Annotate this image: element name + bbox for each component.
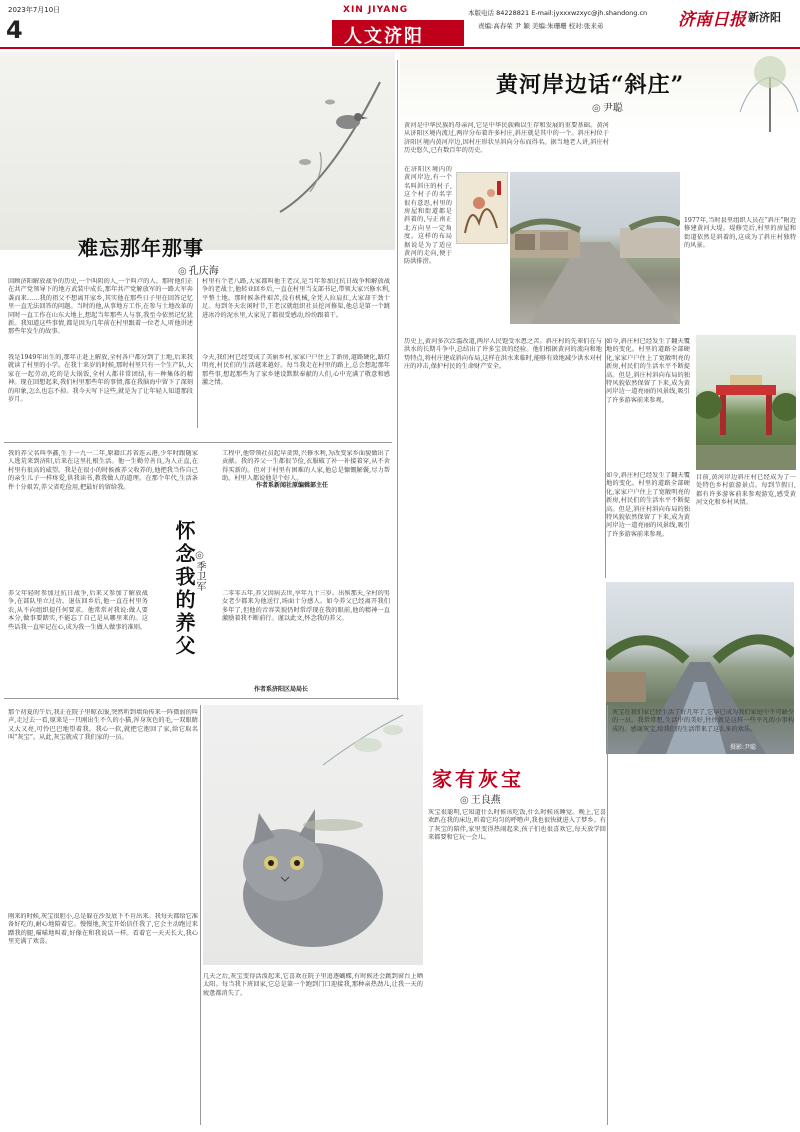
section-name: 人文济阳 xyxy=(344,26,424,47)
header-illustration xyxy=(0,52,395,250)
article-title: 家有灰宝 xyxy=(432,767,524,791)
kitten-photo xyxy=(203,705,423,965)
subpaper-logo: 新济阳 xyxy=(748,11,781,24)
contact-line: 本版电话 84228821 E-mail:jyxxxwzxyc@jh.shandong.cn xyxy=(468,9,648,17)
divider-vertical-right-2 xyxy=(605,338,606,578)
divider-horizontal-2 xyxy=(4,698,399,699)
masthead-rule xyxy=(0,47,800,49)
article-footer-byline: 作者系新闻社原编辑部主任 xyxy=(256,482,329,489)
section-banner xyxy=(332,20,464,46)
article-body-col4: 灰宝在我们家已经生活了好几年了,它早已成为我们家庭中不可缺少的一员。我常常想,生活中的美好,往往就是这样一些平凡的小事构成的。感谢灰宝,给我们的生活带来了这么多的欢乐。 xyxy=(612,709,794,733)
article-title: 怀念我的养父 xyxy=(172,520,196,658)
page-number: 4 xyxy=(6,16,23,44)
article-body-col2b: 二零零五年,养父因病去世,享年九十三岁。出殡那天,全村的男女老少都来为他送行,场面十分感人。如今养父已经离开我们多年了,但他的音容笑貌仍时常浮现在我的眼前,他的精神一直激励着我不断前行。谨以此文,怀念我的养父。 xyxy=(222,590,390,623)
article-body-col2b: 今天,我们村已经变成了美丽乡村,家家户户住上了新房,道路硬化,路灯明亮,村民们的生活越来越好。每当我走在村里的路上,总会想起那年那些事,想起那些为了家乡建设默默奉献的人们,心中充满了敬意和感激之情。 xyxy=(202,354,390,387)
divider-vertical-right xyxy=(397,60,398,700)
article-body-col3: 历史上,黄河多次泛滥改道,两岸人民饱受水患之苦。斜庄村的先辈们在与洪水的长期斗争中,总结出了许多宝贵的经验。他们根据黄河的流向和地势特点,将村庄建成斜向布局,这样在洪水来临时,能够有效地减少洪水对村庄的冲击,保护村民的生命财产安全。 xyxy=(404,338,602,371)
article-title-box xyxy=(156,520,216,680)
article-body-col2: 村里有个老八路,大家都叫他王老汉,是当年参加过抗日战争和解放战争的老战士,他转业回乡后,一直在村里当支部书记,带领大家兴修水利,平整土地。那时候条件艰苦,没有机械,全凭人拉肩扛,大家却干劲十足。每到冬天农闲时节,王老汉就组织社员挖河修渠,他总是第一个跳进冰冷的泥水里,大家见了都很受感动,纷纷跟着干。 xyxy=(202,278,390,319)
article-body-col4b: 目前,黄河岸边斜庄村已经成为了一处特色乡村旅游景点。每到节假日,都有许多游客前来参观游览,感受黄河文化和乡村风情。 xyxy=(696,474,796,507)
village-road-photo xyxy=(510,172,680,324)
article-title: 黄河岸边话“斜庄” xyxy=(496,72,685,98)
photo-caption-1: 1977年,当时县里组织人员在“斜庄”附近修建黄河大堤。堤修完后,村里的房屋和街道依然是斜着的,这成为了斜庄村独特的风景。 xyxy=(684,217,796,250)
article-body-col3: 灰宝很聪明,它知道什么时候该吃饭,什么时候该睡觉。晚上,它喜欢趴在我的床边,听着它均匀的呼噜声,我也很快就进入了梦乡。有了灰宝的陪伴,家里变得热闹起来,孩子们也很喜欢它,每天放学回来都要和它玩一会儿。 xyxy=(428,809,606,842)
article-huibao xyxy=(0,705,800,1132)
village-gate-photo xyxy=(696,335,796,470)
article-author: ◎ 孔庆海 xyxy=(178,262,219,277)
paper-logo: 济南日报 xyxy=(678,10,746,30)
masthead xyxy=(0,0,800,52)
article-author: ◎ 尹聪 xyxy=(592,99,623,114)
divider-vertical-left xyxy=(197,278,198,428)
article-body-col1b: 刚来的时候,灰宝很胆小,总是躲在沙发底下不肯出来。我每天都给它准备好吃的,耐心地陪着它。慢慢地,灰宝开始信任我了,它会主动跑过来蹭我的腿,喵喵地叫着,好像在和我说话一样。看着它一天天长大,我心里充满了欢喜。 xyxy=(8,913,198,946)
article-yangfu xyxy=(0,444,395,694)
painting-illustration xyxy=(457,173,507,243)
issue-date: 2023年7月10日 xyxy=(8,6,61,14)
article-body-col2: 几天之后,灰宝变得活泼起来,它喜欢在院子里追逐蝴蝶,有时候还会跳到窗台上晒太阳。每当我下班回家,它总是第一个跑到门口迎接我,那种亲热劲儿,让我一天的疲惫都消失了。 xyxy=(203,973,423,997)
article-xiezhuang xyxy=(400,52,800,757)
article-body-col1b: 我是1949年出生的,那年正赶上解放,全村各户都分到了土地,后来我就读了村里的小学。在我十来岁的时候,那时村里只有一个生产队,大家在一起劳动,吃的是大锅饭,全村人都非常团结,有一种集体的精神。现在回想起来,我们村里那些年的事情,都在我脑海中留下了深刻的印象,怎么也忘不掉。我今天写下这些,就是为了让年轻人知道那段岁月。 xyxy=(8,354,193,404)
article-footer-byline: 作者系济阳区局局长 xyxy=(254,686,309,693)
article-body-col4c: 如今,斜庄村已经发生了翻天覆地的变化。村里的道路全部硬化,家家户户住上了宽敞明亮的新房,村民们的生活水平不断提高。但是,斜庄村斜向布局的独特风貌依然保留了下来,成为黄河岸边一道亮丽的风景线,吸引了许多游客前来参观。 xyxy=(606,472,690,538)
article-title: 难忘那年那事 xyxy=(78,236,204,260)
article-author: ◎ 季卫军 xyxy=(192,550,207,591)
article-body-col1: 那个初夏的午后,我正在院子里晾衣服,突然听到墙角传来一阵微弱的叫声,走过去一看,原来是一只刚出生不久的小猫,浑身灰色的毛,一双眼睛又大又亮,可怜巴巴地望着我。我心一软,就把它抱回了家,给它取名叫“灰宝”。从此,灰宝就成了我们家的一员。 xyxy=(8,709,198,742)
article-body-col1: 我的养父名叫李鑫,生于一九一二年,原籍江苏省连云港,少年时跟随家人逃荒来到济阳,后来在这里扎根生活。他一生勤劳善良,为人正直,在村里有很高的威望。我是在很小的时候被养父收养的,他把我当作自己的亲生儿子一样疼爱,供我读书,教我做人的道理。在那个年代,生活条件十分艰苦,养父省吃俭用,把最好的留给我。 xyxy=(8,450,198,491)
divider-horizontal-1 xyxy=(4,442,392,443)
divider-vertical-bottom-2 xyxy=(607,705,608,1125)
editors-line: 责编:高春荣 尹 颖 美编:朱珊珊 校对:张来弟 xyxy=(478,22,604,30)
article-body-col1b: 养父年轻时参加过抗日战争,后来又参加了解放战争,在部队里立过功。退伍回乡后,他一直在村里务农,从不向组织提任何要求。他常常对我说:做人要本分,做事要踏实,不能忘了自己是从哪里来的。这些话我一直牢记在心,成为我一生做人做事的准则。 xyxy=(8,590,148,631)
article-body-col2: 在济阳区境内的黄河岸边,有一个名叫斜庄的村子,这个村子的名字很有意思,村里的房屋和街道都是斜着的,与正南正北方向呈一定角度。这样的布局据说是为了适应黄河的走向,便于防洪排涝。 xyxy=(404,166,452,266)
section-pinyin: XIN JIYANG xyxy=(343,5,409,15)
kitten-illustration xyxy=(203,705,423,965)
article-body-col2: 工程中,他带领社员起早贪黑,兴修水利,为改变家乡面貌做出了贡献。我的养父一生都很节俭,衣服破了补一补接着穿,从不舍得买新的。但对于村里有困难的人家,他总是慷慨解囊,尽力帮助。村里人都说他是个好人。 xyxy=(222,450,390,483)
willow-tree-illustration xyxy=(710,52,800,132)
article-body-col1: 回顾济阳解放战争的历史,一个叫阴的人,一个叫卢的人。那时他们正在共产党领导下的地方武装中成长,那年共产党解放军的一路大军奔袭而来……我的祖父不想离开家乡,其实他在那些日子里在回答记忆里一直无法回答的问题。当时的他,从事地方工作,在参与土地改革的同时一直工作在山东大地上,想起当年那些人与事,我至今依然记忆犹新。我知道这些事情,都是因为几年前在村里跟着一位老人,听他讲述那些年发生的故事。 xyxy=(8,278,193,336)
gate-scene xyxy=(696,335,796,470)
ink-painting-image xyxy=(456,172,508,244)
divider-vertical-bottom-1 xyxy=(200,705,201,1125)
article-body-col1: 黄河是中华民族的母亲河,它是中华民族赖以生存和发展的重要基础。黄河从济阳区境内流过,两岸分布着许多村庄,斜庄就是其中的一个。斜庄村位于济阳区境内黄河岸边,因村庄形状呈斜向分布而得名。据当地老人讲,斜庄村历史悠久,已有数百年的历史。 xyxy=(404,122,609,155)
photo-caption-2: 摄影:尹聪 xyxy=(730,744,757,751)
bird-branch-illustration xyxy=(270,62,390,232)
article-author: ◎ 王良燕 xyxy=(460,791,501,806)
road-scene xyxy=(510,172,680,324)
article-body-col4: 如今,斜庄村已经发生了翻天覆地的变化。村里的道路全部硬化,家家户户住上了宽敞明亮的新房,村民们的生活水平不断提高。但是,斜庄村斜向布局的独特风貌依然保留了下来,成为黄河岸边一道亮丽的风景线,吸引了许多游客前来参观。 xyxy=(606,338,690,404)
